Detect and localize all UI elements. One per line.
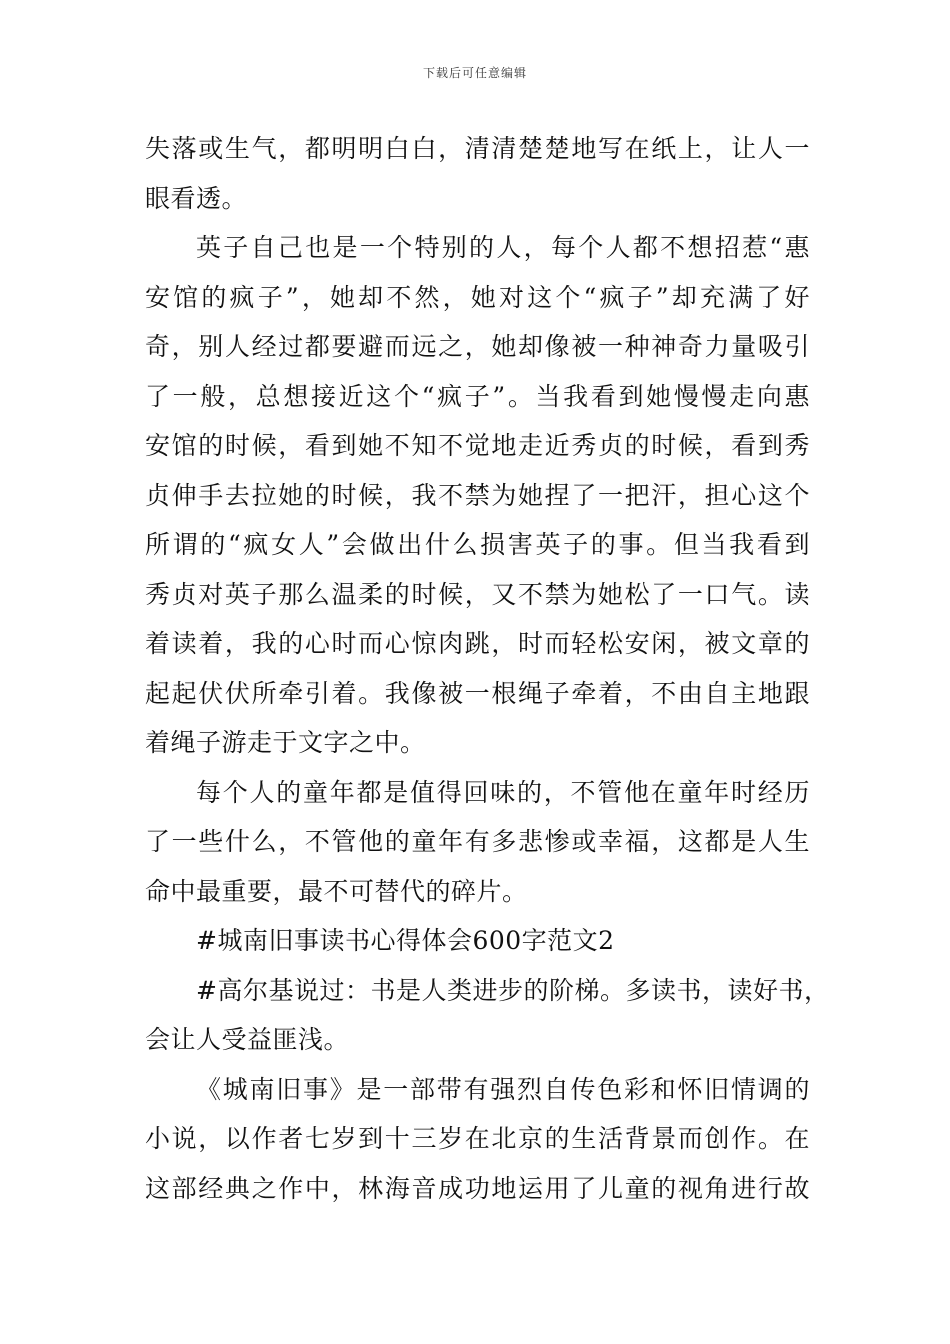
text-line: 所谓的“疯女人”会做出什么损害英子的事。但当我看到 [145,530,810,559]
text-line: 着绳子游走于文字之中。 [145,728,426,757]
text-line: 会让人受益匪浅。 [145,1025,350,1054]
text-line: 《城南旧事》是一部带有强烈自传色彩和怀旧情调的 [196,1074,810,1104]
section-heading: #城南旧事读书心得体会600字范文2 [196,926,615,955]
text-line: 每个人的童年都是值得回味的，不管他在童年时经历 [196,777,810,807]
text-line: 小说，以作者七岁到十三岁在北京的生活背景而创作。在 [145,1124,810,1153]
text-line: 秀贞对英子那么温柔的时候，又不禁为她松了一口气。读 [145,579,810,609]
text-line: #高尔基说过：书是人类进步的阶梯。多读书，读好书， [196,975,830,1005]
text-line: 安馆的时候，看到她不知不觉地走近秀贞的时候，看到秀 [145,431,810,460]
text-line: 这部经典之作中，林海音成功地运用了儿童的视角进行故 [145,1173,810,1203]
text-line: 贞伸手去拉她的时候，我不禁为她捏了一把汗，担心这个 [145,480,810,510]
text-line: 了一些什么，不管他的童年有多悲惨或幸福，这都是人生 [145,827,810,856]
text-line: 了一般，总想接近这个“疯子”。当我看到她慢慢走向惠 [145,381,810,411]
text-line: 着读着，我的心时而心惊肉跳，时而轻松安闲，被文章的 [145,629,810,658]
document-body [145,124,830,1213]
text-line: 英子自己也是一个特别的人，每个人都不想招惹“惠 [196,233,810,262]
text-line: 起起伏伏所牵引着。我像被一根绳子牵着，不由自主地跟 [145,678,810,708]
text-line: 眼看透。 [145,183,248,213]
text-line: 奇，别人经过都要避而远之，她却像被一种神奇力量吸引 [145,332,810,361]
text-line: 失落或生气，都明明白白，清清楚楚地写在纸上，让人一 [145,134,810,163]
text-line: 安馆的疯子”，她却不然，她对这个“疯子”却充满了好 [145,282,810,312]
page-header: 下载后可任意编辑 [422,66,527,80]
text-line: 命中最重要，最不可替代的碎片。 [145,876,528,906]
